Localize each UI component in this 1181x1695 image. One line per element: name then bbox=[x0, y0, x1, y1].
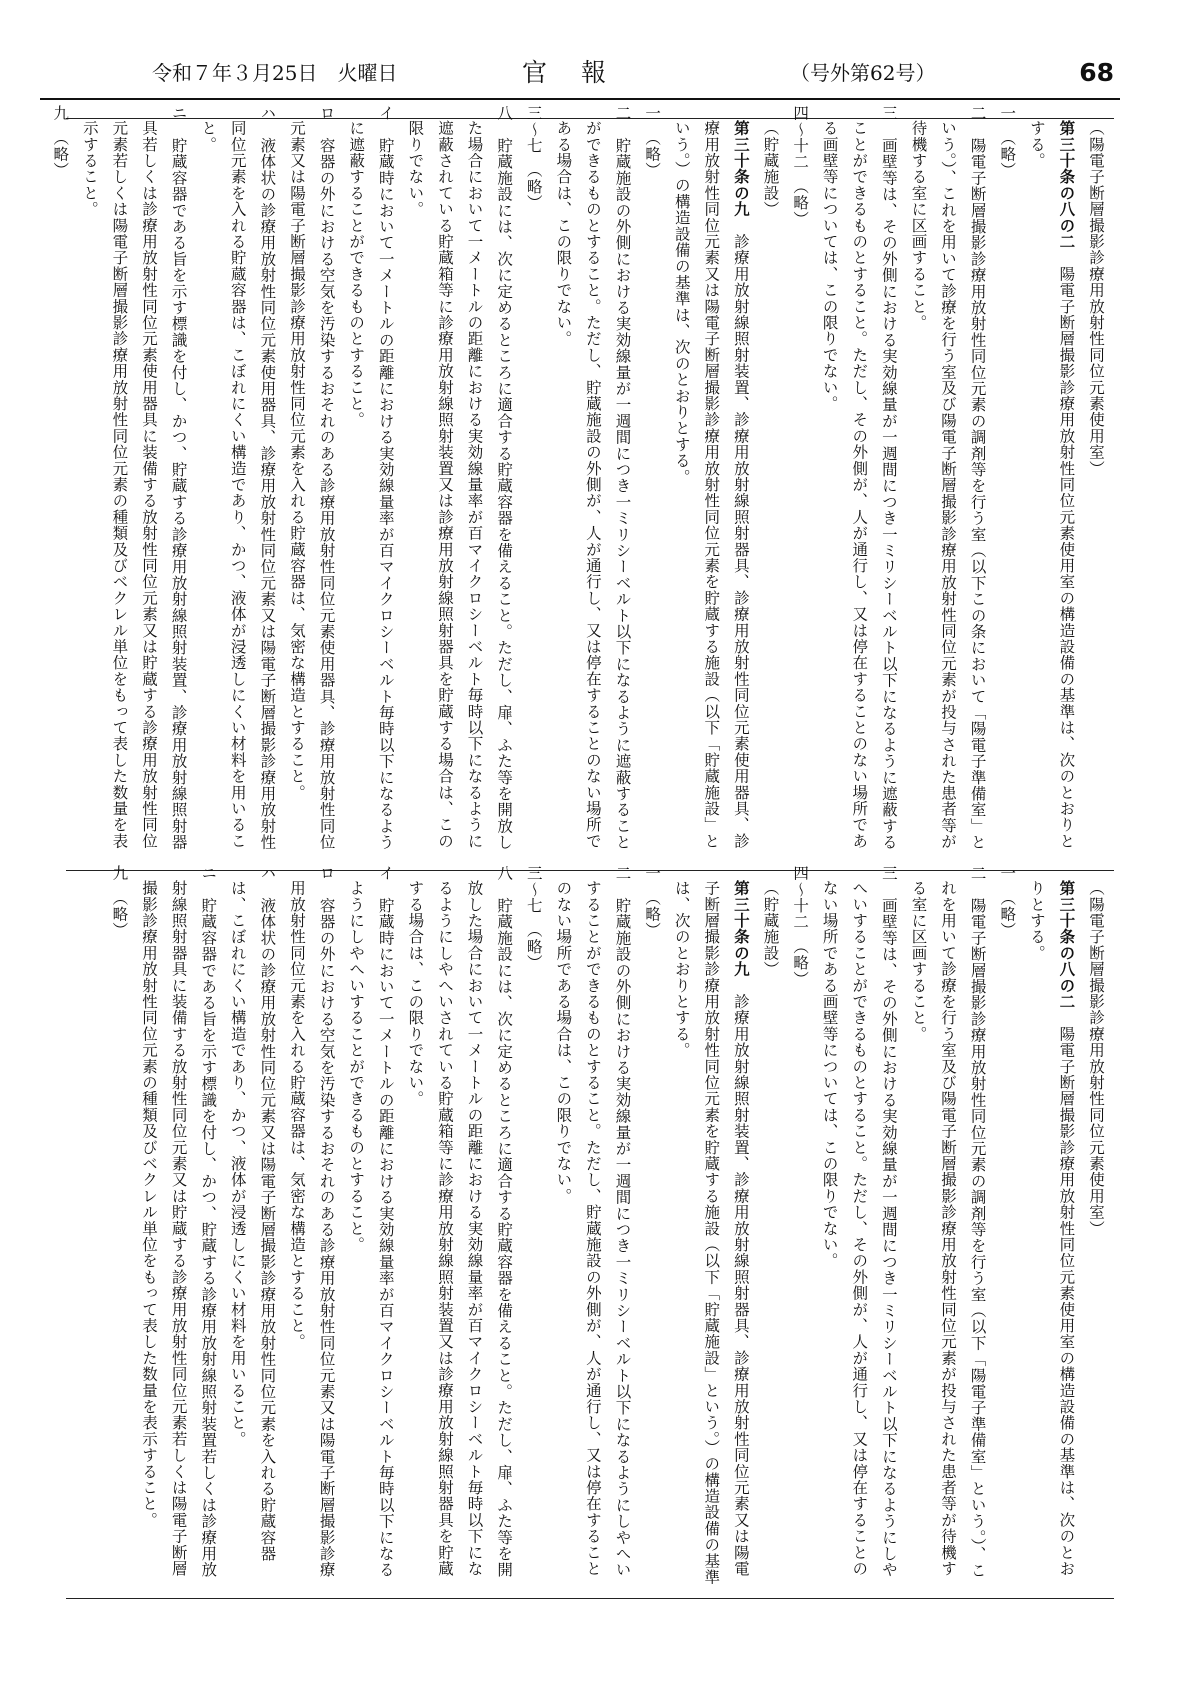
subitem-ha: ハ 液体状の診療用放射性同位元素使用器具、診療用放射性同位元素又は陽電子断層撮影診療用放射性同位元素を入れる貯蔵容器は、こぼれにくい構造であり、かつ、液体が浸透しにくい材料を用いること。 bbox=[199, 104, 277, 850]
item-3-7: 三～七 （略） bbox=[524, 104, 543, 211]
item-1: 一 （略） bbox=[643, 864, 662, 938]
item-1: 一 （略） bbox=[998, 864, 1017, 938]
article-heading: 第三十条の九 bbox=[731, 120, 750, 218]
subitem-ha: ハ 液体状の診療用放射性同位元素又は陽電子断層撮影診療用放射性同位元素を入れる貯蔵容器は、こぼれにくい構造であり、かつ、液体が浸透しにくい材料を用いること。 bbox=[228, 864, 277, 1562]
item-3-7: 三～七 （略） bbox=[524, 864, 543, 971]
divider-bottom bbox=[66, 1598, 1114, 1599]
caption: （貯蔵施設） bbox=[761, 120, 780, 218]
article-heading: 第三十条の八の二 bbox=[1057, 120, 1076, 250]
divider-top bbox=[66, 118, 1114, 119]
article-30-8-2 bbox=[1021, 120, 1080, 860]
article-body: 診療用放射線照射装置、診療用放射線照射器具、診療用放射性同位元素又は陽電子断層撮影診療用放射性同位元素を貯蔵する施設（以下「貯蔵施設」という。）の構造設備の基準は、次のとおりとする。 bbox=[672, 880, 750, 1586]
caption: （陽電子断層撮影診療用放射性同位元素使用室） bbox=[1087, 120, 1105, 477]
item-2: 二 陽電子断層撮影診療用放射性同位元素の調剤等を行う室（以下この条において「陽電子準備室」という。）、これを用いて診療を行う室及び陽電子断層撮影診療用放射性同位元素が投与された患者等が待機する室に区画すること。 bbox=[909, 104, 987, 850]
caption: （陽電子断層撮影診療用放射性同位元素使用室） bbox=[1087, 880, 1105, 1237]
item-3: 三 画壁等は、その外側における実効線量が一週間につき一ミリシーベルト以下になるようにしやへいすることができるものとすること。ただし、その外側が、人が通行し、又は停在することのない場所である画壁等については、この限りでない。 bbox=[820, 864, 898, 1578]
subitem-ni: ニ 貯蔵容器である旨を示す標識を付し、かつ、貯蔵する診療用放射線照射装置、診療用放射線照射器具若しくは診療用放射性同位元素使用器具に装備する放射性同位元素又は貯蔵する診療用放射性同位元素若しくは陽電子断層撮影診療用放射性同位元素の種類及びベクレル単位をもって表した数量を表示すること。 bbox=[80, 104, 188, 850]
article-30-8-2 bbox=[1021, 880, 1080, 1590]
header-issue-number: （号外第62号） bbox=[790, 61, 936, 85]
item-8: 八 貯蔵施設には、次に定めるところに適合する貯蔵容器を備えること。ただし、扉、ふた等を開放した場合において一メートルの距離における実効線量率が百マイクロシーベルト毎時以下になるように遮蔽されている貯蔵箱等に診療用放射線照射装置又は診療用放射線照射器具を貯蔵する場合は、この限りでない。 bbox=[406, 104, 514, 850]
divider-middle bbox=[66, 870, 1114, 871]
item-2: 二 貯蔵施設の外側における実効線量が一週間につき一ミリシーベルト以下になるように遮蔽することができるものとすること。ただし、貯蔵施設の外側が、人が通行し、又は停在することのない場所である場合は、この限りでない。 bbox=[554, 104, 632, 850]
subitem-i: イ 貯蔵時において一メートルの距離における実効線量率が百マイクロシーベルト毎時以下になるように遮蔽することができるものとすること。 bbox=[347, 104, 395, 850]
page-header bbox=[40, 50, 1120, 100]
article-30-9 bbox=[666, 880, 755, 1590]
caption: （貯蔵施設） bbox=[761, 880, 780, 978]
subitem-i: イ 貯蔵時において一メートルの距離における実効線量率が百マイクロシーベルト毎時以下になるようにしやへいすることができるものとすること。 bbox=[347, 864, 395, 1578]
current-text-block bbox=[70, 864, 1110, 1590]
item-1: 一 （略） bbox=[998, 104, 1017, 178]
header-page-number: 68 bbox=[1079, 58, 1114, 87]
item-9: 九 （略） bbox=[51, 104, 70, 178]
article-body: 診療用放射線照射装置、診療用放射線照射器具、診療用放射性同位元素使用器具、診療用放射性同位元素又は陽電子断層撮影診療用放射性同位元素を貯蔵する施設（以下「貯蔵施設」という。）の構造設備の基準は、次のとおりとする。 bbox=[672, 120, 750, 850]
article-30-9 bbox=[666, 120, 755, 860]
current-text-vertical bbox=[70, 864, 1110, 1590]
item-3: 三 画壁等は、その外側における実効線量が一週間につき一ミリシーベルト以下になるように遮蔽することができるものとすること。ただし、その外側が、人が通行し、又は停在することのない場所である画壁等については、この限りでない。 bbox=[820, 104, 898, 850]
item-2: 二 貯蔵施設の外側における実効線量が一週間につき一ミリシーベルト以下になるようにしやへいすることができるものとすること。ただし、貯蔵施設の外側が、人が通行し、又は停在することのない場所である場合は、この限りでない。 bbox=[554, 864, 632, 1578]
item-4-12: 四～十二 （略） bbox=[791, 864, 810, 987]
subitem-ni: ニ 貯蔵容器である旨を示す標識を付し、かつ、貯蔵する診療用放射線照射装置若しくは診療用放射線照射器具に装備する放射性同位元素又は貯蔵する診療用放射性同位元素若しくは陽電子断層撮影診療用放射性同位元素の種類及びベクレル単位をもって表した数量を表示すること。 bbox=[140, 864, 218, 1578]
subitem-ro: ロ 容器の外における空気を汚染するおそれのある診療用放射性同位元素使用器具、診療用放射性同位元素又は陽電子断層撮影診療用放射性同位元素を入れる貯蔵容器は、気密な構造とすること。 bbox=[287, 104, 336, 850]
item-1: 一 （略） bbox=[643, 104, 662, 178]
amended-text-vertical bbox=[51, 104, 1110, 860]
subitem-ro: ロ 容器の外における空気を汚染するおそれのある診療用放射性同位元素又は陽電子断層撮影診療用放射性同位元素を入れる貯蔵容器は、気密な構造とすること。 bbox=[287, 864, 336, 1578]
item-8: 八 貯蔵施設には、次に定めるところに適合する貯蔵容器を備えること。ただし、扉、ふた等を開放した場合において一メートルの距離における実効線量率が百マイクロシーベルト毎時以下になるようにしやへいされている貯蔵箱等に診療用放射線照射装置又は診療用放射線照射器具を貯蔵する場合は、この限りでない。 bbox=[406, 864, 514, 1578]
amended-text-block bbox=[51, 104, 1110, 860]
article-heading: 第三十条の八の二 bbox=[1057, 880, 1076, 1010]
article-body: 陽電子断層撮影診療用放射性同位元素使用室の構造設備の基準は、次のとおりとする。 bbox=[1027, 120, 1076, 850]
article-heading: 第三十条の九 bbox=[731, 880, 750, 978]
article-body: 陽電子断層撮影診療用放射性同位元素使用室の構造設備の基準は、次のとおりとする。 bbox=[1027, 880, 1076, 1577]
item-9: 九 （略） bbox=[110, 864, 129, 938]
header-date: 令和７年３月25日 火曜日 bbox=[152, 61, 398, 85]
item-2: 二 陽電子断層撮影診療用放射性同位元素の調剤等を行う室（以下「陽電子準備室」という。）、これを用いて診療を行う室及び陽電子断層撮影診療用放射性同位元素が投与された患者等が待機する室に区画すること。 bbox=[909, 864, 987, 1578]
item-4-12: 四～十二 （略） bbox=[791, 104, 810, 227]
header-title: 官報 bbox=[522, 58, 641, 87]
